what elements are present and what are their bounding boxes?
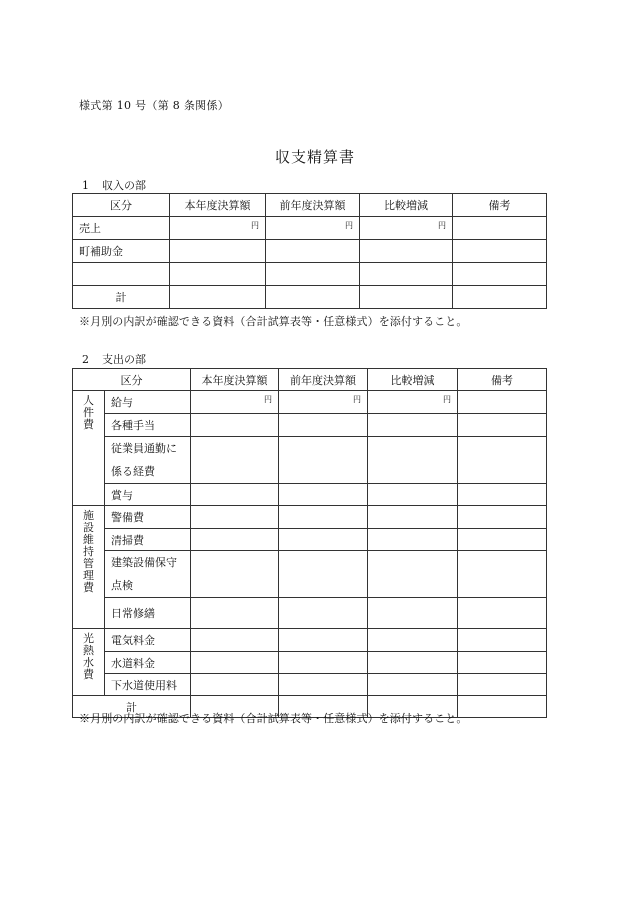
income-total-current [170, 286, 266, 309]
income-difference-cell: 円 [360, 217, 453, 240]
expense-current-cell [191, 437, 279, 484]
table-row [73, 506, 547, 529]
income-header-current: 本年度決算額 [170, 194, 266, 217]
table-row [73, 629, 547, 652]
document-title: 収支精算書 [274, 148, 355, 166]
income-section-heading [82, 177, 146, 193]
expense-item-label: 賞与 [105, 484, 191, 506]
expense-previous-cell [279, 652, 368, 674]
income-current-cell [170, 240, 266, 263]
expense-previous-cell [279, 414, 368, 437]
expense-current-cell [191, 484, 279, 506]
income-header-previous: 前年度決算額 [266, 194, 360, 217]
expense-item-label: 給与 [105, 391, 191, 414]
expense-item-label: 清掃費 [105, 529, 191, 551]
income-note: ※月別の内訳が確認できる資料（合計試算表等・任意様式）を添付すること。 [79, 315, 468, 328]
expense-total-label: 計 [73, 696, 191, 718]
expense-item-label: 電気料金 [105, 629, 191, 652]
expense-note: ※月別の内訳が確認できる資料（合計試算表等・任意様式）を添付すること。 [79, 712, 468, 725]
income-total-previous [266, 286, 360, 309]
income-remarks-cell [453, 263, 547, 286]
expense-remarks-cell [458, 598, 547, 629]
expense-current-cell: 円 [191, 391, 279, 414]
expense-header-difference: 比較増減 [368, 369, 458, 391]
income-difference-cell [360, 240, 453, 263]
table-row [73, 529, 547, 551]
expense-difference-cell [368, 629, 458, 652]
expense-difference-cell [368, 674, 458, 696]
expense-section-title: 支出の部 [102, 353, 146, 366]
expense-item-label: 従業員通勤に 係る経費 [105, 437, 191, 484]
expense-item-label: 各種手当 [105, 414, 191, 437]
expense-current-cell [191, 529, 279, 551]
expense-header-current: 本年度決算額 [191, 369, 279, 391]
income-row-label [73, 263, 170, 286]
expense-difference-cell [368, 529, 458, 551]
expense-difference-cell [368, 652, 458, 674]
expense-difference-cell [368, 437, 458, 484]
table-row [73, 484, 547, 506]
income-table [72, 193, 547, 309]
income-remarks-cell [453, 217, 547, 240]
income-total-remarks [453, 286, 547, 309]
income-total-difference [360, 286, 453, 309]
table-row [73, 598, 547, 629]
expense-previous-cell [279, 529, 368, 551]
expense-current-cell [191, 652, 279, 674]
expense-category-utilities: 光 熱 水 費 [73, 629, 105, 696]
expense-header-row [73, 369, 547, 391]
expense-previous-cell [279, 437, 368, 484]
expense-current-cell [191, 598, 279, 629]
expense-previous-cell [279, 484, 368, 506]
expense-remarks-cell [458, 506, 547, 529]
expense-item-label: 建築設備保守 点検 [105, 551, 191, 598]
expense-previous-cell: 円 [279, 391, 368, 414]
income-previous-cell [266, 240, 360, 263]
table-row [73, 391, 547, 414]
expense-remarks-cell [458, 414, 547, 437]
expense-item-label: 警備費 [105, 506, 191, 529]
expense-difference-cell [368, 414, 458, 437]
expense-table [72, 368, 547, 718]
table-row [73, 437, 547, 484]
expense-section-heading [82, 351, 146, 367]
expense-previous-cell [279, 629, 368, 652]
table-row [73, 551, 547, 598]
expense-current-cell [191, 551, 279, 598]
expense-item-label: 日常修繕 [105, 598, 191, 629]
table-row [73, 674, 547, 696]
expense-remarks-cell [458, 391, 547, 414]
income-current-cell [170, 263, 266, 286]
expense-difference-cell [368, 484, 458, 506]
expense-remarks-cell [458, 484, 547, 506]
table-row [73, 263, 547, 286]
expense-current-cell [191, 506, 279, 529]
expense-remarks-cell [458, 437, 547, 484]
income-previous-cell [266, 263, 360, 286]
income-previous-cell: 円 [266, 217, 360, 240]
expense-item-label: 水道料金 [105, 652, 191, 674]
expense-previous-cell [279, 674, 368, 696]
expense-difference-cell [368, 506, 458, 529]
expense-remarks-cell [458, 551, 547, 598]
expense-header-remarks: 備考 [458, 369, 547, 391]
income-row-label: 売上 [73, 217, 170, 240]
income-total-row [73, 286, 547, 309]
income-difference-cell [360, 263, 453, 286]
expense-category-facility-maintenance: 施 設 維 持 管 理 費 [73, 506, 105, 629]
income-total-label: 計 [73, 286, 170, 309]
table-row [73, 414, 547, 437]
expense-remarks-cell [458, 529, 547, 551]
expense-previous-cell [279, 598, 368, 629]
expense-difference-cell: 円 [368, 391, 458, 414]
table-row [73, 240, 547, 263]
income-section-number: 1 [82, 179, 89, 192]
income-header-remarks: 備考 [453, 194, 547, 217]
expense-remarks-cell [458, 629, 547, 652]
expense-total-remarks [458, 696, 547, 718]
expense-remarks-cell [458, 652, 547, 674]
expense-remarks-cell [458, 674, 547, 696]
expense-previous-cell [279, 551, 368, 598]
income-header-row [73, 194, 547, 217]
income-current-cell: 円 [170, 217, 266, 240]
income-section-title: 収入の部 [102, 179, 146, 192]
expense-category-personnel: 人 件 費 [73, 391, 105, 506]
expense-header-category: 区分 [73, 369, 191, 391]
income-header-category: 区分 [73, 194, 170, 217]
income-header-difference: 比較増減 [360, 194, 453, 217]
table-row [73, 652, 547, 674]
table-row [73, 217, 547, 240]
income-remarks-cell [453, 240, 547, 263]
expense-difference-cell [368, 551, 458, 598]
form-number: 様式第 10 号（第 8 条関係） [79, 99, 230, 112]
expense-current-cell [191, 414, 279, 437]
expense-difference-cell [368, 598, 458, 629]
expense-section-number: 2 [82, 353, 89, 366]
income-row-label: 町補助金 [73, 240, 170, 263]
expense-current-cell [191, 629, 279, 652]
expense-item-label: 下水道使用料 [105, 674, 191, 696]
expense-previous-cell [279, 506, 368, 529]
expense-current-cell [191, 674, 279, 696]
expense-header-previous: 前年度決算額 [279, 369, 368, 391]
